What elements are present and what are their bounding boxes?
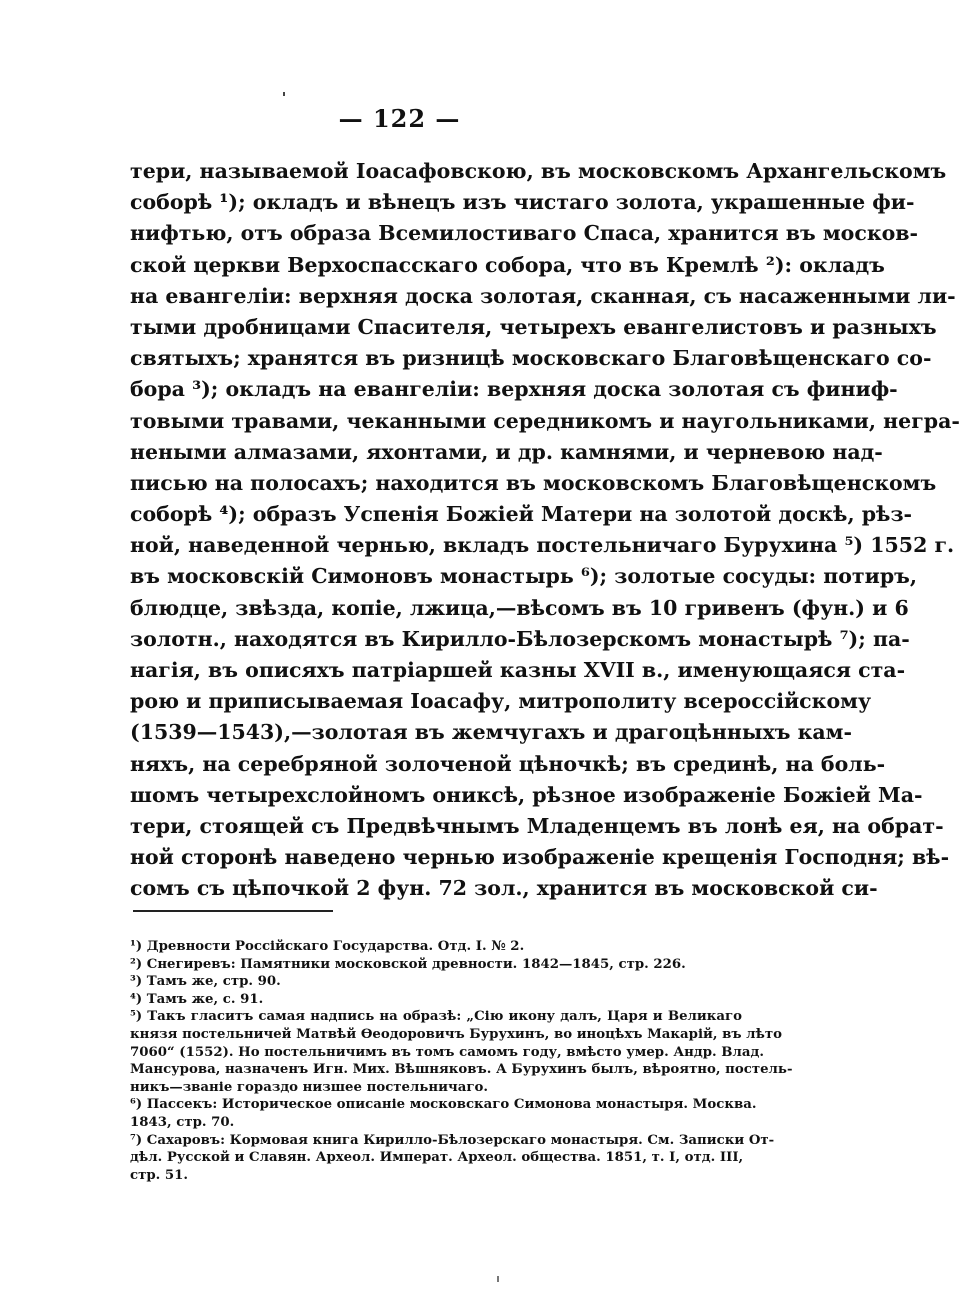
text-line: (1539—1543),—золотая въ жемчугахъ и драгоцѣнныхъ кам- (130, 720, 852, 745)
scan-speck (283, 92, 285, 96)
footnote-line: ⁶) Пассекъ: Историческое описаніе московскаго Симонова монастыря. Москва. (130, 1097, 757, 1113)
text-line: бора ³); окладъ на евангеліи: верхняя доска золотая съ финиф- (130, 377, 898, 402)
footnote-line: 1843, стр. 70. (130, 1114, 235, 1130)
footnote-line: ⁴) Тамъ же, с. 91. (130, 991, 264, 1007)
footnotes (130, 938, 793, 1184)
text-line: соборѣ ¹); окладъ и вѣнецъ изъ чистаго золота, украшенные фи- (130, 190, 915, 215)
footnote-separator (133, 910, 333, 912)
text-line: ной сторонѣ наведено чернью изображеніе крещенія Господня; вѣ- (130, 845, 950, 870)
text-line: ской церкви Верхоспасскаго собора, что въ Кремлѣ ²): окладъ (130, 252, 885, 277)
text-line: няхъ, на серебряной золоченой цѣночкѣ; въ срединѣ, на боль- (130, 751, 886, 776)
text-line: шомъ четырехслойномъ ониксѣ, рѣзное изображеніе Божіей Ма- (130, 782, 923, 807)
text-line: на евангеліи: верхняя доска золотая, сканная, съ насаженными ли- (130, 283, 956, 308)
footnote-line: дѣл. Русской и Славян. Археол. Императ. Археол. общества. 1851, т. I, отд. III, (130, 1150, 744, 1166)
text-line: тери, называемой Іоасафовскою, въ московскомъ Архангельскомъ (130, 159, 947, 183)
text-line: въ московскій Симоновъ монастырь ⁶); золотые сосуды: потиръ, (130, 564, 918, 589)
text-line: сомъ съ цѣпочкой 2 фун. 72 зол., хранится въ московской си- (130, 876, 878, 901)
text-line: неными алмазами, яхонтами, и др. камнями, и черневою над- (130, 439, 883, 464)
footnote-line: ³) Тамъ же, стр. 90. (130, 974, 281, 990)
text-line: святыхъ; хранятся въ ризницѣ московскаго Благовѣщенскаго со- (130, 346, 932, 371)
text-line: золотн., находятся въ Кирилло-Бѣлозерскомъ монастырѣ ⁷); па- (130, 626, 910, 651)
text-line: тери, стоящей съ Предвѣчнымъ Младенцемъ въ лонѣ ея, на обрат- (130, 813, 944, 838)
text-line: товыми травами, чеканными середникомъ и наугольниками, негра- (130, 408, 960, 433)
footnote-line: князя постельничей Матвѣй Ѳеодоровичъ Бурухинъ, во иноцѣхъ Макарій, въ лѣто (130, 1026, 783, 1042)
footnote-line: ²) Снегиревъ: Памятники московской древности. 1842—1845, стр. 226. (130, 956, 686, 972)
footnote-line: ⁵) Такъ гласитъ самая надпись на образѣ: „Сію икону далъ, Царя и Великаго (130, 1009, 742, 1025)
scan-speck (497, 1276, 499, 1282)
footnote-line: ¹) Древности Россійскаго Государства. Отд. I. № 2. (130, 939, 525, 954)
footnote-line: Мансурова, назначенъ Игн. Мих. Вѣшняковъ. А Бурухинъ былъ, вѣроятно, постель- (130, 1062, 793, 1078)
text-line: ной, наведенной чернью, вкладъ постельничаго Бурухина ⁵) 1552 г. (130, 533, 955, 558)
page-number: — 122 — (338, 104, 461, 133)
text-line: рою и приписываемая Іоасафу, митрополиту всероссійскому (130, 689, 872, 714)
text-line: соборѣ ⁴); образъ Успенія Божіей Матери на золотой доскѣ, рѣз- (130, 502, 913, 527)
text-line: нагія, въ описяхъ патріаршей казны XVII в., именующаяся ста- (130, 658, 906, 682)
footnote-line: ⁷) Сахаровъ: Кормовая книга Кирилло-Бѣлозерскаго монастыря. См. Записки От- (130, 1132, 775, 1148)
text-line: тыми дробницами Спасителя, четырехъ евангелистовъ и разныхъ (130, 314, 937, 339)
text-line: писью на полосахъ; находится въ московскомъ Благовѣщенскомъ (130, 470, 937, 495)
text-line: блюдце, звѣзда, копіе, лжица,—вѣсомъ въ 10 гривенъ (фун.) и 6 (130, 595, 909, 620)
footnote-line: стр. 51. (130, 1167, 189, 1183)
footnote-line: никъ—званіе гораздо низшее постельничаго. (130, 1079, 488, 1095)
main-text (130, 156, 960, 905)
text-line: нифтью, отъ образа Всемилостиваго Спаса, хранится въ москов- (130, 221, 919, 246)
footnote-line: 7060“ (1552). Но постельничимъ въ томъ самомъ году, вмѣсто умер. Андр. Влад. (130, 1044, 765, 1060)
